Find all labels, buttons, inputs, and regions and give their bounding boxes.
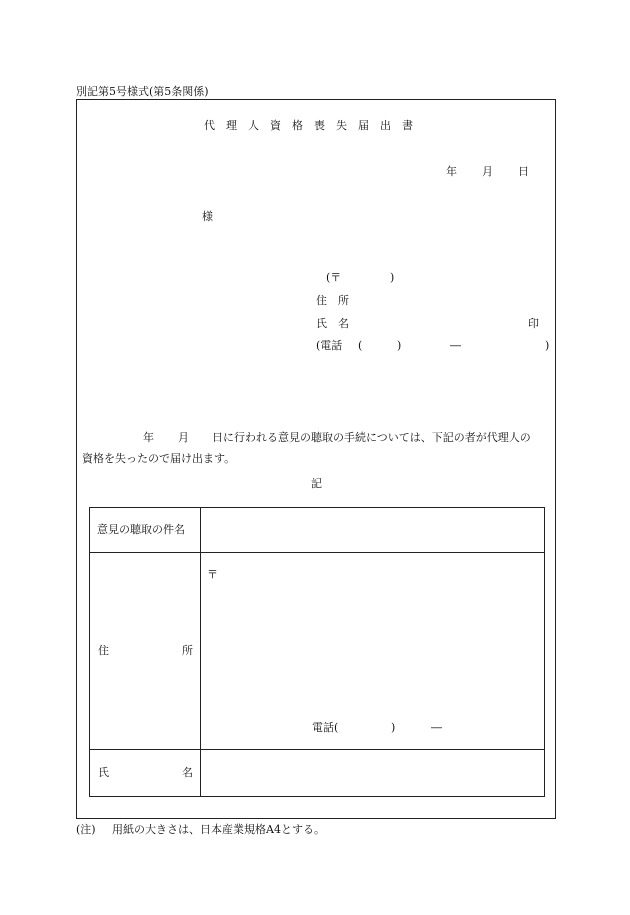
name-label-1: 氏 xyxy=(98,766,109,779)
body-month: 月 xyxy=(178,431,189,444)
applicant-name-label-2: 名 xyxy=(338,317,349,330)
applicant-phone-end: ) xyxy=(545,339,550,352)
hearing-subject-label-cell xyxy=(90,508,201,553)
footnote-text: 用紙の大きさは、日本産業規格A4とする。 xyxy=(112,823,325,836)
applicant-phone-dash: ― xyxy=(450,339,461,352)
applicant-address-label-2: 所 xyxy=(338,294,349,307)
ki-heading: 記 xyxy=(311,477,322,490)
address-label-2: 所 xyxy=(182,644,193,657)
seal-mark: 印 xyxy=(528,317,539,330)
form-label: 別記第5号様式(第5条関係) xyxy=(76,85,209,98)
name-label-2: 名 xyxy=(182,766,193,779)
hearing-subject-label: 意見の聴取の件名 xyxy=(97,523,185,536)
body-line2: 資格を失ったので届け出ます。 xyxy=(82,452,236,465)
name-label-cell xyxy=(90,750,201,797)
date-month: 月 xyxy=(482,165,493,178)
table-phone-dash: ― xyxy=(431,721,442,734)
applicant-phone-open: ( xyxy=(358,339,363,352)
document-title: 代理人資格喪失届出書 xyxy=(204,119,424,132)
applicant-address-label-1: 住 xyxy=(316,294,327,307)
address-value-cell[interactable] xyxy=(201,553,545,750)
table-phone-close: ) xyxy=(391,721,396,734)
addressee-suffix: 様 xyxy=(202,210,213,223)
address-label-cell xyxy=(90,553,201,750)
applicant-phone-close: ) xyxy=(397,339,402,352)
applicant-postal-close: ) xyxy=(390,271,395,284)
name-value-cell[interactable] xyxy=(201,750,545,797)
postal-mark: 〒 xyxy=(207,568,218,581)
address-label-1: 住 xyxy=(98,644,109,657)
applicant-postal: (〒 xyxy=(326,271,342,284)
applicant-phone-label: (電話 xyxy=(316,339,343,352)
hearing-subject-value-cell[interactable] xyxy=(201,508,545,553)
date-day: 日 xyxy=(518,165,529,178)
footnote-marker: (注) xyxy=(76,823,96,836)
body-year: 年 xyxy=(143,431,154,444)
date-year: 年 xyxy=(446,165,457,178)
applicant-name-label-1: 氏 xyxy=(316,317,327,330)
body-line1: 日に行われる意見の聴取の手続については、下記の者が代理人の xyxy=(212,431,531,444)
table-phone-label: 電話( xyxy=(312,721,339,734)
details-table xyxy=(89,507,545,797)
